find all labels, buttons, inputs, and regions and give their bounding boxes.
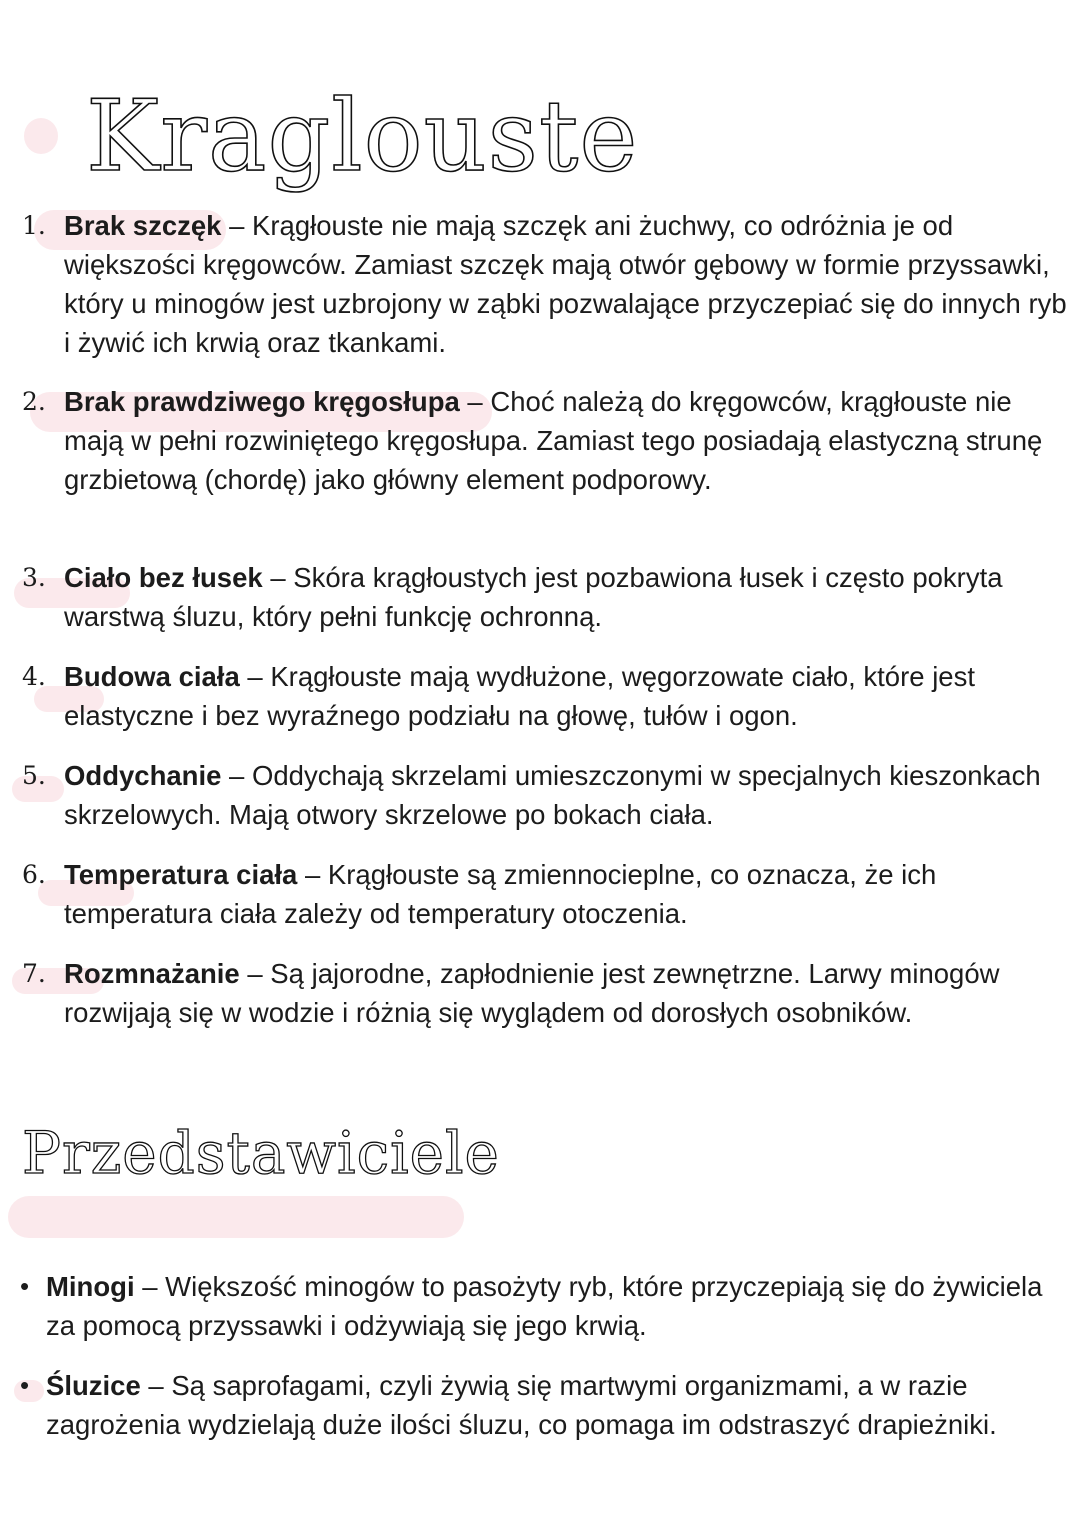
list-item	[22, 756, 1072, 834]
list-item	[22, 1267, 1072, 1345]
item-description: – Krągłouste są zmiennocieplne, co oznacza, że ich temperatura ciała zależy od temperatury otoczenia.	[64, 859, 937, 929]
title-dot-highlight	[24, 118, 58, 154]
bullet: •	[20, 1370, 30, 1400]
list-item	[22, 657, 1072, 735]
item-description: – Krągłouste nie mają szczęk ani żuchwy, co odróżnia je od większości kręgowców. Zamiast szczęk mają otwór gębowy w formie przyssawki, który u minogów jest uzbrojony w ząbki pozwalające przyczepiać się do innych ryb i żywić ich krwią oraz tkankami.	[64, 210, 1067, 358]
item-number: 3.	[22, 563, 46, 592]
item-number: 5.	[22, 761, 46, 790]
item-number: 4.	[22, 662, 46, 691]
item-number: 1.	[22, 211, 46, 240]
item-term: Temperatura ciała	[64, 859, 298, 890]
item-description: – Są jajorodne, zapłodnienie jest zewnętrzne. Larwy minogów rozwijają się w wodzie i różnią się wyglądem od dorosłych osobników.	[64, 958, 1000, 1028]
page-title: Kraglouste	[86, 80, 639, 194]
section-underline-highlight	[8, 1196, 464, 1238]
item-number: 7.	[22, 959, 46, 988]
item-number: 6.	[22, 860, 46, 889]
section-title: Przedstawiciele	[22, 1119, 500, 1187]
item-description: – Choć należą do kręgowców, krągłouste nie mają w pełni rozwiniętego kręgosłupa. Zamiast tego posiadają elastyczną strunę grzbietową (chordę) jako główny element podporowy.	[64, 386, 1043, 495]
item-term: Brak szczęk	[64, 210, 222, 241]
list-item	[22, 382, 1072, 499]
list-item	[22, 954, 1072, 1032]
item-description: – Krągłouste mają wydłużone, węgorzowate ciało, które jest elastyczne i bez wyraźnego podziału na głowę, tułów i ogon.	[64, 661, 975, 731]
item-term: Śluzice	[46, 1370, 141, 1401]
item-term: Ciało bez łusek	[64, 562, 263, 593]
item-description: – Są saprofagami, czyli żywią się martwymi organizmami, a w razie zagrożenia wydzielają duże ilości śluzu, co pomaga im odstraszyć drapieżniki.	[46, 1370, 997, 1440]
item-description: – Skóra krągłoustych jest pozbawiona łusek i często pokryta warstwą śluzu, który pełni funkcję ochronną.	[64, 562, 1003, 632]
bullet: •	[20, 1271, 30, 1301]
item-term: Budowa ciała	[64, 661, 240, 692]
item-term: Oddychanie	[64, 760, 222, 791]
list-item	[22, 855, 1072, 933]
item-term: Brak prawdziwego kręgosłupa	[64, 386, 460, 417]
item-term: Minogi	[46, 1271, 135, 1302]
item-description: – Większość minogów to pasożyty ryb, które przyczepiają się do żywiciela za pomocą przyssawki i odżywiają się jego krwią.	[46, 1271, 1043, 1341]
list-item	[22, 1366, 1072, 1444]
item-description: – Oddychają skrzelami umieszczonymi w specjalnych kieszonkach skrzelowych. Mają otwory skrzelowe po bokach ciała.	[64, 760, 1041, 830]
item-term: Rozmnażanie	[64, 958, 240, 989]
list-item	[22, 206, 1072, 362]
item-number: 2.	[22, 387, 46, 416]
list-item	[22, 558, 1072, 636]
